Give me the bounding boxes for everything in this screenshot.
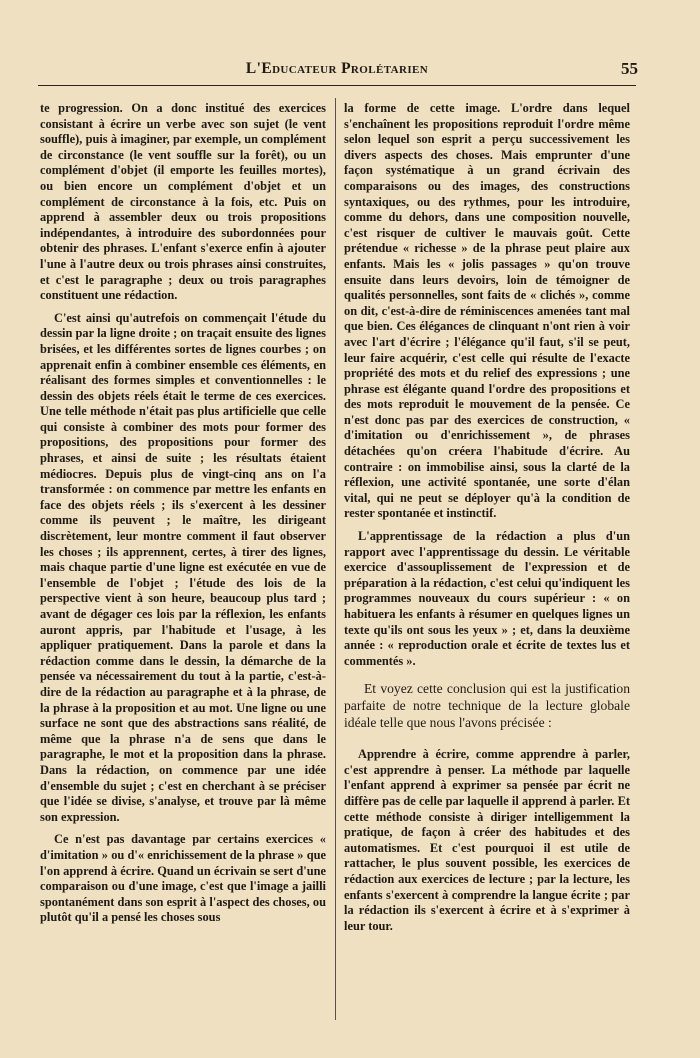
- right-paragraph-1: la forme de cette image. L'ordre dans lequel s'enchaînent les propositions reproduit l'ordre même selon lequel son esprit a perçu successivement les divers aspects des choses. Mais emprunter d'une façon systématique à un grand écrivain des comparaisons ou des images, des constructions syntaxiques, ou des rythmes, pour les introduire, comme du dehors, dans une composition nouvelle, c'est risquer de cultiver le mauvais goût. Cette prétendue « richesse » de la phrase peut plaire aux enfants. Mais les « jolis passages » qu'on trouve ensuite dans leurs devoirs, loin de témoigner de qualités personnelles, sont faits de « clichés », comme on dit, c'est-à-dire de réminiscences amenées tant mal que bien. Ces élégances de clinquant n'ont rien à voir avec l'art d'écrire ; l'élégance qu'il faut, s'il se peut, leur faire acquérir, c'est celle qui résulte de l'exacte propriété des mots et du relief des expressions ; une phrase est élégante quand l'ordre des propositions et des mots reproduit le mouvement de la pensée. Ce n'est donc pas par des exercices de construction, « d'imitation ou d'enrichissement », de phrases détachées qu'on créera l'habitude d'écrire. Au contraire : on immobilise ainsi, sous la clarté de la réflexion, une activité spontanée, une sorte d'élan vital, qui ne peut se déployer qu'à la condition de rester spontanée et instinctif.: [344, 101, 630, 521]
- running-header: [36, 60, 638, 84]
- journal-title: L'Educateur Prolétarien: [245, 60, 429, 77]
- quoted-conclusion: Apprendre à écrire, comme apprendre à parler, c'est apprendre à penser. La méthode par laquelle l'enfant apprend à exprimer sa pensée par écrit ne diffère pas de celle par laquelle il apprend à parler. Et cette méthode consiste à diriger intelligemment la pratique, de façon à créer des habitudes et des automatismes. Et c'est pourquoi il est utile de rattacher, le plus souvent possible, les exercices de rédaction aux exercices de lecture ; par la lecture, les enfants s'exercent à comprendre la langue écrite ; par la rédaction ils s'exercent à écrire et à s'exprimer à leur tour.: [344, 747, 630, 933]
- left-paragraph-2: C'est ainsi qu'autrefois on commençait l'étude du dessin par la ligne droite ; on traçait ensuite des lignes brisées, et les différentes sortes de lignes courbes ; on apprenait enfin à combiner ensemble ces éléments, en réalisant des formes simples et conventionnelles : le dessin des objets réels était le terme de ces exercices. Une telle méthode n'était pas plus artificielle que celle qui consiste à combiner des mots pour former des propositions, des propositions pour former des phrases, et ainsi de suite ; les résultats étaient médiocres. Depuis plus de vingt-cinq ans on l'a transformée : on commence par mettre les enfants en face des objets réels ; ils s'exercent à les dessiner comme ils peuvent ; le maître, les dirigeant discrètement, leur montre comment il faut observer les choses ; ils apprennent, certes, à tirer des lignes, mais chaque partie d'une ligne est exécutée en vue de l'ensemble de l'objet ; l'étude des lois de la perspective vient à son heure, beaucoup plus tard ; avant de dégager ces lois par la réflexion, les enfants auront appris, par l'habitude et l'usage, à les appliquer pratiquement. Dans la parole et dans la rédaction comme dans le dessin, la démarche de la pensée va nécessairement du tout à la partie, c'est-à-dire de la rédaction au paragraphe et à la phrase, de la phrase à la proposition et au mot. Une ligne ou une surface ne sont que des abstractions sans réalité, de même que la phrase n'a de sens que dans le paragraphe, le mot et la proposition dans la phrase. Dans la rédaction, on commence par une idée d'ensemble du sujet ; c'est en cherchant à se préciser que l'idée se divise, s'analyse, et trouve par là même son expression.: [40, 310, 326, 824]
- right-column: [344, 101, 630, 941]
- page-number: 55: [621, 59, 638, 78]
- left-column: [40, 101, 326, 933]
- header-rule: [38, 85, 636, 86]
- column-divider: [335, 98, 336, 1020]
- editorial-comment: Et voyez cette conclusion qui est la justification parfaite de notre technique de la lecture globale idéale telle que nous l'avons précisée :: [344, 681, 630, 730]
- left-paragraph-1: te progression. On a donc institué des exercices consistant à écrire un verbe avec son sujet (le vent souffle), puis à imaginer, par exemple, un complément de circonstance (le vent souffle sur la forêt), ou un complément d'objet (il emporte les feuilles mortes), ou bien encore un complément d'objet et un complément de circonstance à la fois, etc. Puis on apprend à assembler deux ou trois propositions indépendantes, à introduire des subordonnées pour obtenir des phrases. L'enfant s'exerce enfin à ajouter l'une à l'autre deux ou trois phrases ainsi construites, et c'est le paragraphe ; deux ou trois paragraphes constituent une rédaction.: [40, 101, 326, 303]
- right-paragraph-2: L'apprentissage de la rédaction a plus d'un rapport avec l'apprentissage du dessin. Le véritable exercice d'assouplissement de l'expression et de préparation à la rédaction, c'est celui qu'indiquent les programmes nouveaux du cours supérieur : « on habituera les enfants à résumer en quelques lignes un texte qu'ils ont sous les yeux » ; et, dans la deuxième année : « reproduction orale et écrite de textes lus et commentés ».: [344, 529, 630, 668]
- left-paragraph-3: Ce n'est pas davantage par certains exercices « d'imitation » ou d'« enrichissement de la phrase » que l'on apprend à écrire. Quand un écrivain se sert d'une comparaison ou d'une image, c'est que l'image a jailli spontanément dans son esprit à l'aspect des choses, ou plutôt qu'il a pensé les choses sous: [40, 832, 326, 925]
